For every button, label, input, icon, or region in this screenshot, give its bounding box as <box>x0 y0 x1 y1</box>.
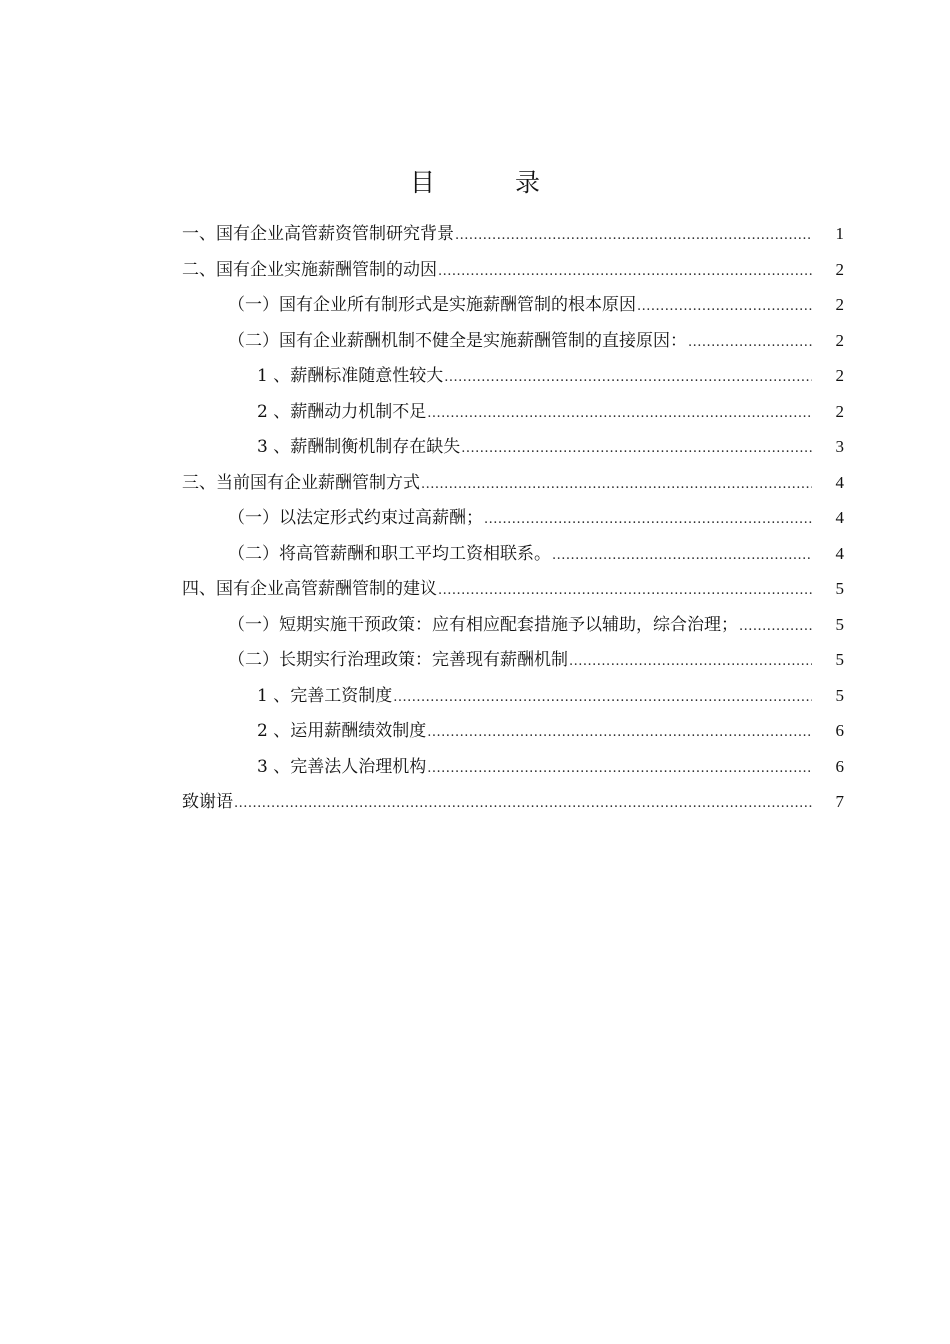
toc-entry-text: 1 、薪酬标准随意性较大 <box>257 366 444 386</box>
toc-entry[interactable] <box>182 500 844 536</box>
toc-entry[interactable] <box>182 429 844 465</box>
toc-entry-text: 2 、薪酬动力机制不足 <box>257 401 427 422</box>
toc-entry-text: 致谢语 <box>182 792 233 812</box>
toc-page-number: 2 <box>835 259 844 279</box>
toc-page-number: 2 <box>835 330 844 350</box>
toc-entry-text: （二）国有企业薪酬机制不健全是实施薪酬管制的直接原因： <box>228 330 687 351</box>
toc-dot-leader <box>484 502 812 538</box>
table-of-contents <box>182 216 844 820</box>
toc-dot-leader <box>455 218 812 254</box>
toc-entry[interactable] <box>182 784 844 820</box>
toc-entry[interactable] <box>182 713 844 749</box>
toc-dot-leader <box>438 573 812 609</box>
toc-entry[interactable] <box>182 642 844 678</box>
toc-entry-text: （一）以法定形式约束过高薪酬； <box>228 508 483 528</box>
toc-entry-text: 一、国有企业高管薪资管制研究背景 <box>182 224 454 244</box>
toc-page-number: 5 <box>835 685 844 705</box>
toc-entry-text: 3 、完善法人治理机构 <box>257 756 427 777</box>
toc-dot-leader <box>739 609 812 645</box>
toc-dot-leader <box>234 786 812 822</box>
toc-entry-text: 3 、薪酬制衡机制存在缺失 <box>257 437 461 457</box>
toc-dot-leader <box>427 751 812 787</box>
toc-page-number: 2 <box>835 295 844 314</box>
toc-entry[interactable] <box>182 465 844 501</box>
toc-entry[interactable] <box>182 678 844 714</box>
toc-dot-leader <box>438 254 812 290</box>
toc-page-number: 4 <box>835 543 844 563</box>
toc-entry-text: 二、国有企业实施薪酬管制的动因 <box>182 259 437 280</box>
toc-entry[interactable] <box>182 536 844 572</box>
toc-page-number: 7 <box>835 792 844 811</box>
toc-entry[interactable] <box>182 607 844 643</box>
toc-entry-text: （二）将高管薪酬和职工平均工资相联系。 <box>228 543 551 564</box>
toc-page-number: 2 <box>835 366 844 385</box>
toc-entry-text: 1 、完善工资制度 <box>257 685 393 706</box>
toc-entry[interactable] <box>182 749 844 785</box>
toc-dot-leader <box>444 360 812 396</box>
toc-dot-leader <box>688 325 812 361</box>
toc-title: 目 录 <box>410 168 576 197</box>
toc-dot-leader <box>569 644 812 680</box>
toc-entry-text: 四、国有企业高管薪酬管制的建议 <box>182 579 437 599</box>
toc-entry[interactable] <box>182 571 844 607</box>
toc-entry-text: （一）国有企业所有制形式是实施薪酬管制的根本原因 <box>228 295 636 315</box>
toc-entry[interactable] <box>182 287 844 323</box>
toc-page-number: 4 <box>835 472 844 492</box>
toc-dot-leader <box>421 467 812 503</box>
toc-page-number: 6 <box>835 756 844 776</box>
toc-entry-text: （一）短期实施干预政策：应有相应配套措施予以辅助，综合治理； <box>228 614 738 635</box>
toc-entry[interactable] <box>182 323 844 359</box>
toc-entry[interactable] <box>182 252 844 288</box>
toc-page-number: 5 <box>835 650 844 669</box>
toc-entry[interactable] <box>182 358 844 394</box>
toc-page-number: 3 <box>835 437 844 456</box>
toc-dot-leader <box>637 289 812 325</box>
toc-page-number: 5 <box>835 614 844 634</box>
toc-dot-leader <box>461 431 812 467</box>
toc-page-number: 6 <box>835 721 844 740</box>
toc-entry[interactable] <box>182 216 844 252</box>
toc-page-number: 1 <box>835 224 844 243</box>
toc-dot-leader <box>427 715 812 751</box>
toc-dot-leader <box>427 396 812 432</box>
toc-entry-text: 2 、运用薪酬绩效制度 <box>257 721 427 741</box>
toc-page-number: 5 <box>835 579 844 598</box>
toc-entry[interactable] <box>182 394 844 430</box>
toc-dot-leader <box>552 538 812 574</box>
toc-entry-text: （二）长期实行治理政策：完善现有薪酬机制 <box>228 650 568 670</box>
toc-dot-leader <box>393 680 812 716</box>
toc-entry-text: 三、当前国有企业薪酬管制方式 <box>182 472 420 493</box>
toc-page-number: 2 <box>835 401 844 421</box>
toc-page-number: 4 <box>835 508 844 527</box>
